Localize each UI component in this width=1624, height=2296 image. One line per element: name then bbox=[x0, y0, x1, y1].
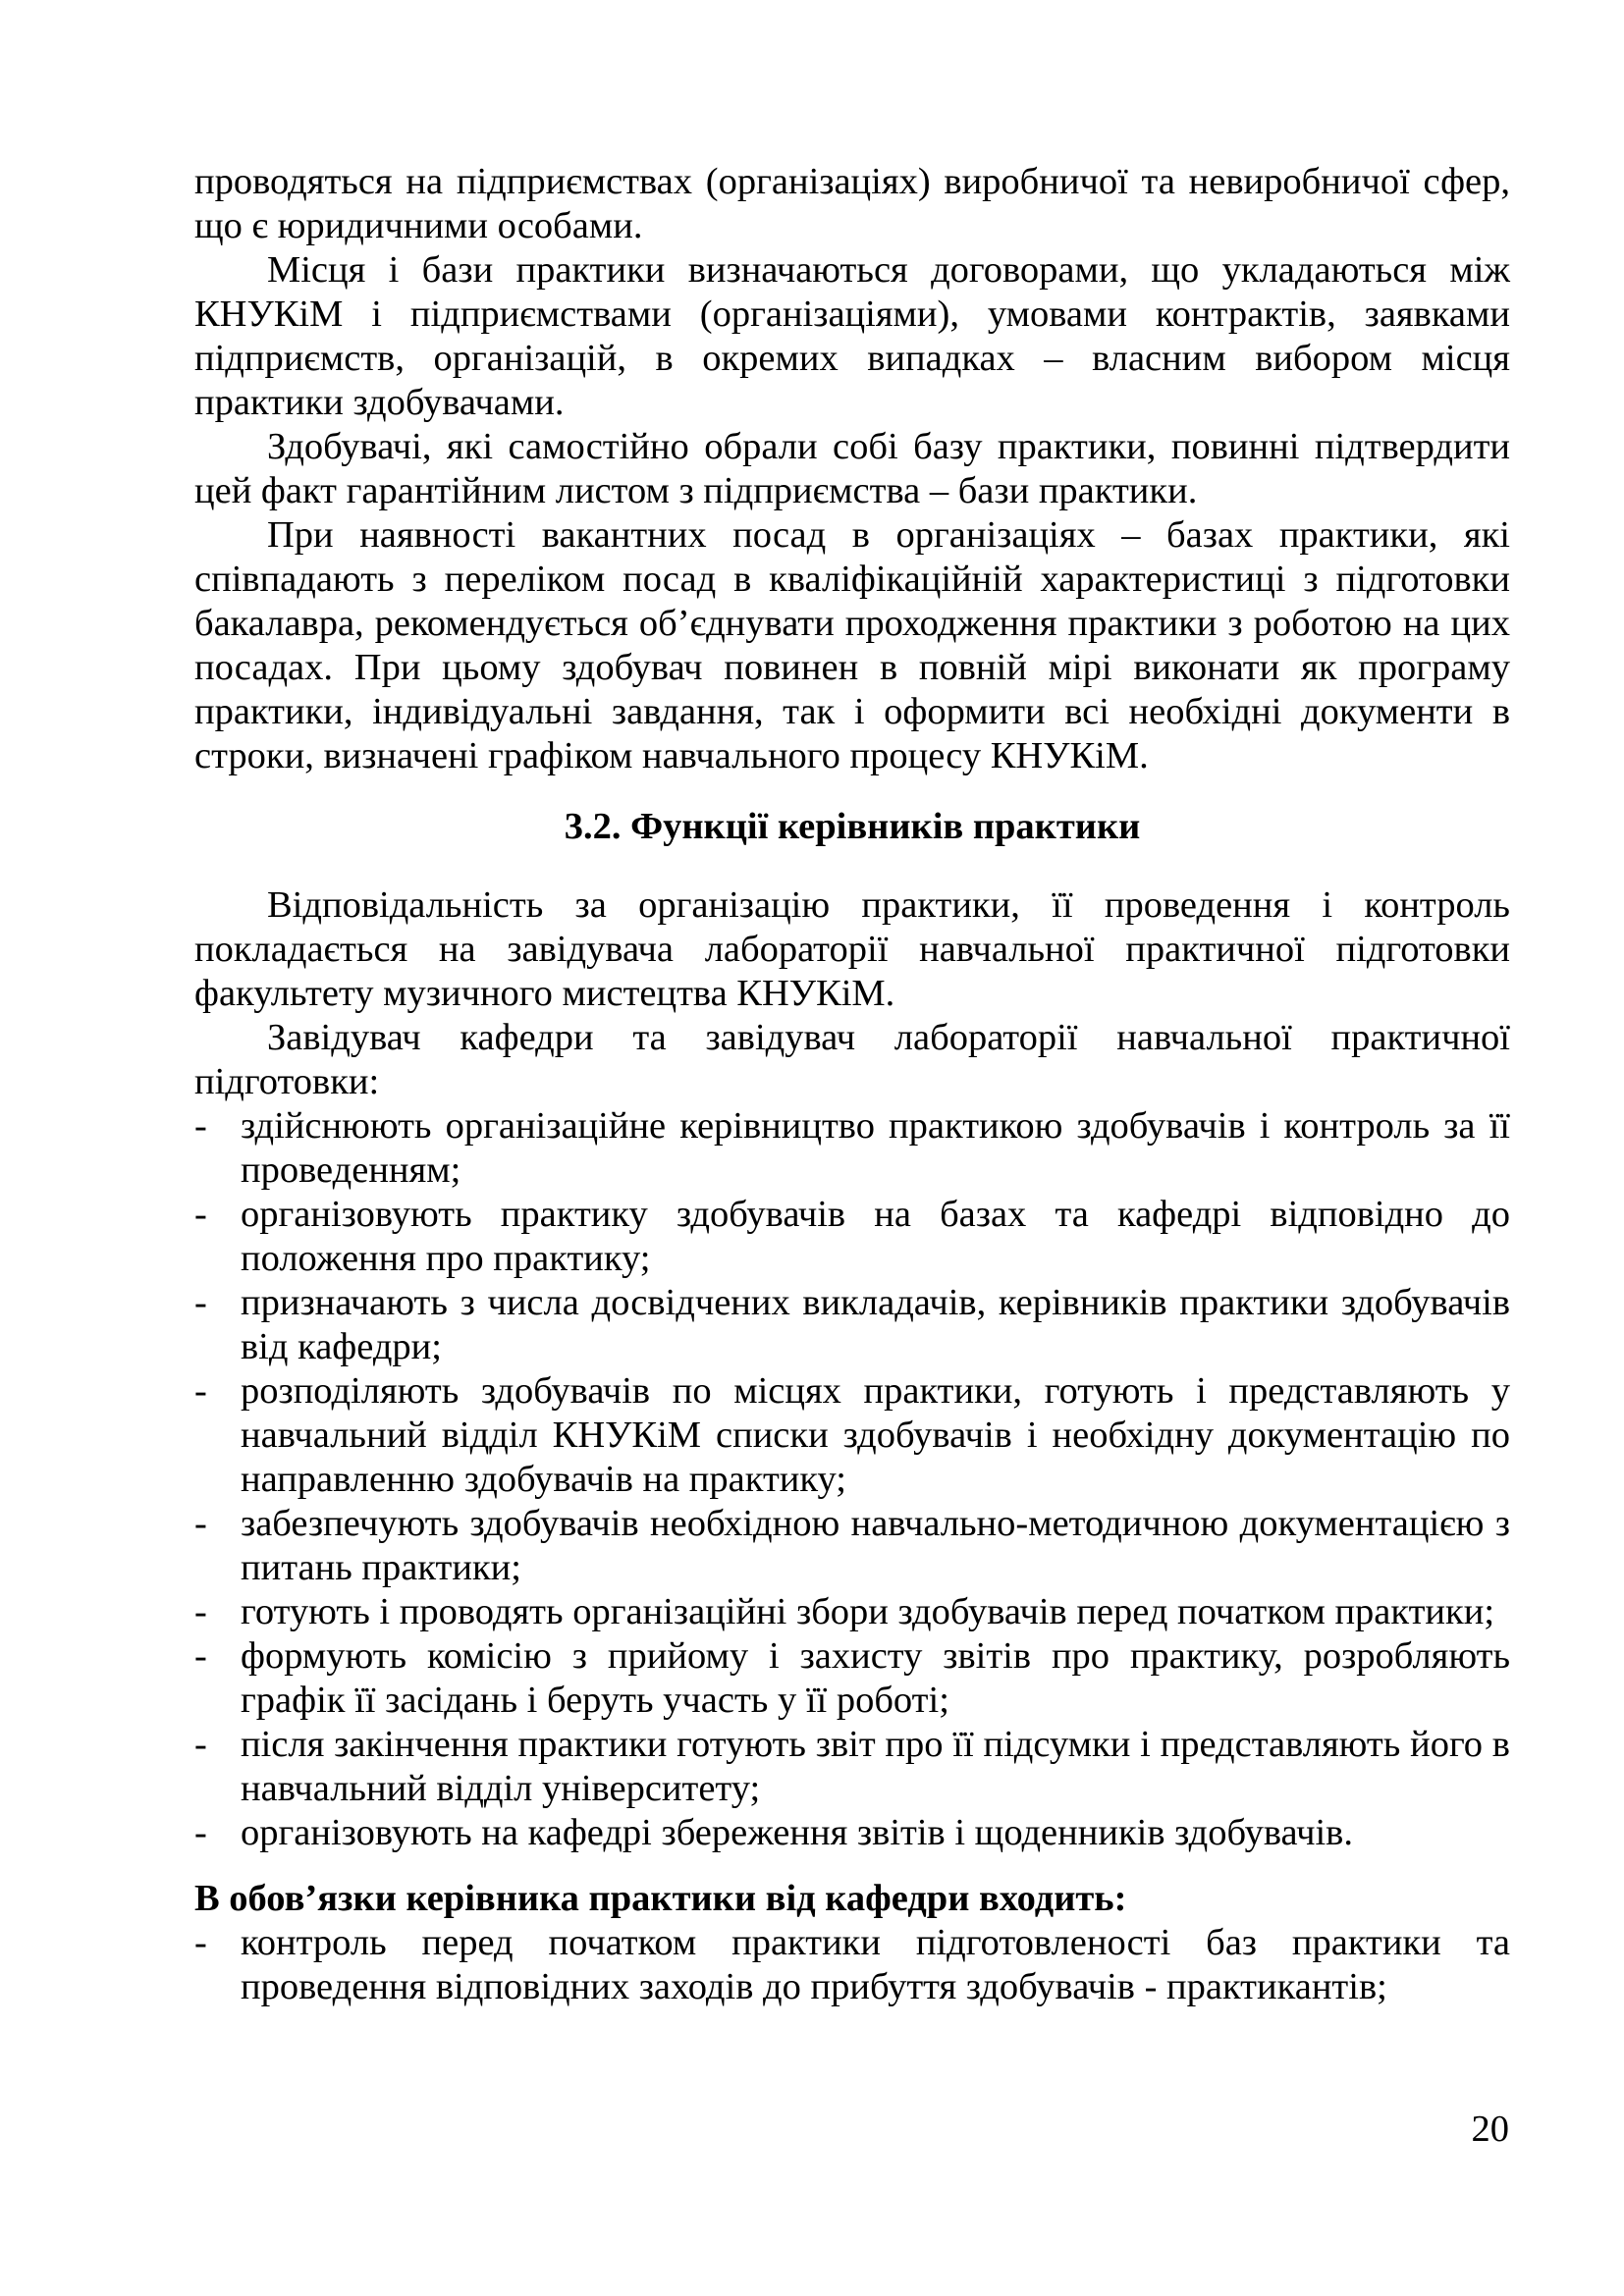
obligations-heading: В обов’язки керівника практики від кафедри входить: bbox=[194, 1878, 1127, 1919]
list-item-text: після закінчення практики готують звіт про її підсумки і представляють його в навчальний відділ університету; bbox=[241, 1724, 1510, 1809]
bullet-marker: - bbox=[194, 1503, 207, 1544]
list-item bbox=[194, 1590, 1510, 1634]
list-item bbox=[194, 1723, 1510, 1811]
bullet-marker: - bbox=[194, 1105, 207, 1147]
list-item-text: формують комісію з прийому і захисту звітів про практику, розробляють графік її засідань і беруть участь у її роботі; bbox=[241, 1635, 1510, 1721]
bullet-marker: - bbox=[194, 1635, 207, 1677]
bullet-marker: - bbox=[194, 1922, 207, 1963]
list-item-text: організовують на кафедрі збереження звітів і щоденників здобувачів. bbox=[241, 1812, 1353, 1853]
section-heading: 3.2. Функції керівників практики bbox=[564, 806, 1141, 847]
list-item bbox=[194, 1502, 1510, 1590]
document-body bbox=[194, 160, 1510, 2009]
bullet-marker: - bbox=[194, 1282, 207, 1323]
paragraph: Місця і бази практики визначаються договорами, що укладаються між КНУКіМ і підприємствами (організаціями), умовами контрактів, заявками підприємств, організацій, в окремих випадках – власним вибором місця практики здобувачами. bbox=[194, 249, 1510, 423]
paragraph: Відповідальність за організацію практики, її проведення і контроль покладається на завідувача лабораторії навчальної практичної підготовки факультету музичного мистецтва КНУКіМ. bbox=[194, 884, 1510, 1014]
list-item bbox=[194, 1193, 1510, 1281]
list-item-text: контроль перед початком практики підготовленості баз практики та проведення відповідних заходів до прибуття здобувачів - практикантів; bbox=[241, 1922, 1510, 2007]
list-item bbox=[194, 1921, 1510, 2009]
list-item-text: призначають з числа досвідчених викладачів, керівників практики здобувачів від кафедри; bbox=[241, 1282, 1510, 1367]
list-item-text: розподіляють здобувачів по місцях практики, готують і представляють у навчальний відділ КНУКіМ списки здобувачів і необхідну документацію по направленню здобувачів на практику; bbox=[241, 1370, 1510, 1500]
bullet-marker: - bbox=[194, 1591, 207, 1632]
list-item-text: забезпечують здобувачів необхідною навчально-методичною документацією з питань практики; bbox=[241, 1503, 1510, 1588]
list-item bbox=[194, 1104, 1510, 1193]
paragraph: Здобувачі, які самостійно обрали собі базу практики, повинні підтвердити цей факт гарантійним листом з підприємства – бази практики. bbox=[194, 426, 1510, 511]
bullet-marker: - bbox=[194, 1724, 207, 1765]
list-item bbox=[194, 1369, 1510, 1502]
bullet-marker: - bbox=[194, 1812, 207, 1853]
list-item bbox=[194, 1634, 1510, 1723]
bullet-marker: - bbox=[194, 1370, 207, 1412]
paragraph: Завідувач кафедри та завідувач лабораторії навчальної практичної підготовки: bbox=[194, 1017, 1510, 1102]
paragraph: При наявності вакантних посад в організаціях – базах практики, які співпадають з переліком посад в кваліфікаційній характеристиці з підготовки бакалавра, рекомендується об’єднувати проходження практики з роботою на цих посадах. При цьому здобувач повинен в повній мірі виконати як програму практики, індивідуальні завдання, так і оформити всі необхідні документи в строки, визначені графіком навчального процесу КНУКіМ. bbox=[194, 514, 1510, 776]
obligations-list bbox=[194, 1921, 1510, 2009]
list-item bbox=[194, 1281, 1510, 1369]
list-item-text: організовують практику здобувачів на базах та кафедрі відповідно до положення про практику; bbox=[241, 1194, 1510, 1279]
paragraph: проводяться на підприємствах (організаціях) виробничої та невиробничої сфер, що є юридичними особами. bbox=[194, 161, 1510, 246]
page-number: 20 bbox=[1471, 2109, 1509, 2150]
list-item-text: здійснюють організаційне керівництво практикою здобувачів і контроль за її проведенням; bbox=[241, 1105, 1510, 1191]
list-item bbox=[194, 1811, 1510, 1855]
list-item-text: готують і проводять організаційні збори здобувачів перед початком практики; bbox=[241, 1591, 1495, 1632]
bullet-marker: - bbox=[194, 1194, 207, 1235]
duties-list bbox=[194, 1104, 1510, 1855]
